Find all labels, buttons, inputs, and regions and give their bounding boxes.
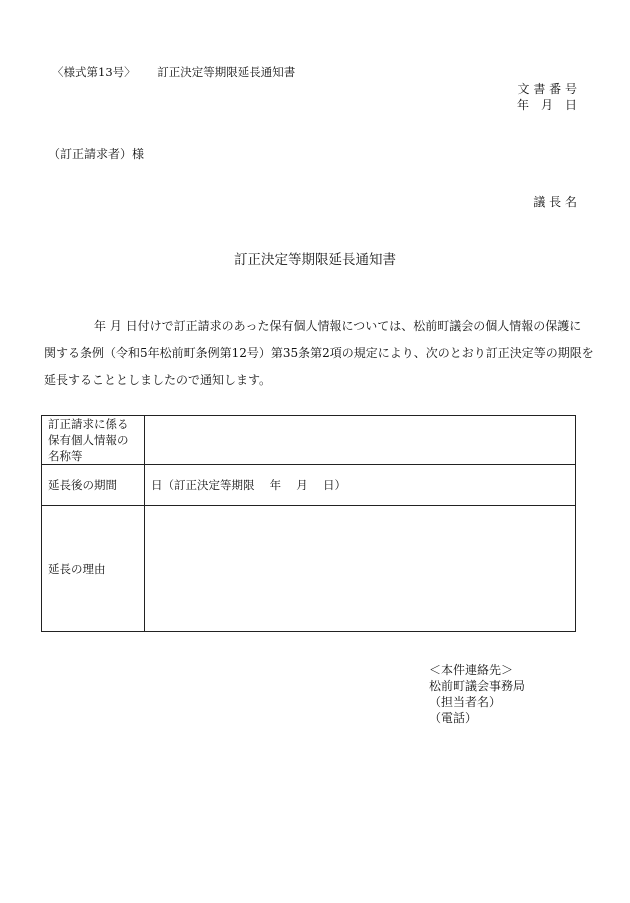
extension-reason-value xyxy=(145,506,576,632)
extension-details-table xyxy=(41,415,576,632)
table-row xyxy=(42,506,576,632)
extended-period-label: 延長後の期間 xyxy=(42,465,145,506)
table-row xyxy=(42,416,576,465)
personal-info-name-label: 訂正請求に係る 保有個人情報の 名称等 xyxy=(42,416,145,465)
form-name: 訂正決定等期限延長通知書 xyxy=(157,65,296,79)
body-line-2: 関する条例（令和5年松前町条例第12号）第35条第2項の規定により、次のとおり訂正決定等の期限を xyxy=(44,346,594,360)
extension-reason-label: 延長の理由 xyxy=(42,506,145,632)
document-title: 訂正決定等期限延長通知書 xyxy=(234,252,396,268)
extended-period-value: 日（訂正決定等期限 年 月 日） xyxy=(145,465,576,506)
contact-heading: ＜本件連絡先＞ xyxy=(429,663,514,677)
contact-office: 松前町議会事務局 xyxy=(429,679,526,693)
form-header xyxy=(52,64,295,80)
body-line-1: 年 月 日付けで訂正請求のあった保有個人情報については、松前町議会の個人情報の保護に xyxy=(94,319,582,333)
contact-phone: （電話） xyxy=(429,711,478,725)
personal-info-name-value xyxy=(145,416,576,465)
contact-info xyxy=(429,662,525,726)
contact-person: （担当者名） xyxy=(429,695,502,709)
document-number-label: 文 書 番 号 xyxy=(517,82,577,96)
document-meta xyxy=(517,81,577,113)
notice-body xyxy=(44,313,594,394)
body-line-3: 延長することとしましたので通知します。 xyxy=(44,373,272,387)
form-number: 〈様式第13号〉 xyxy=(52,65,136,79)
addressee: （訂正請求者）様 xyxy=(48,147,145,161)
sender-name: 議 長 名 xyxy=(533,195,577,209)
date-label: 年 月 日 xyxy=(516,98,577,112)
table-row xyxy=(42,465,576,506)
